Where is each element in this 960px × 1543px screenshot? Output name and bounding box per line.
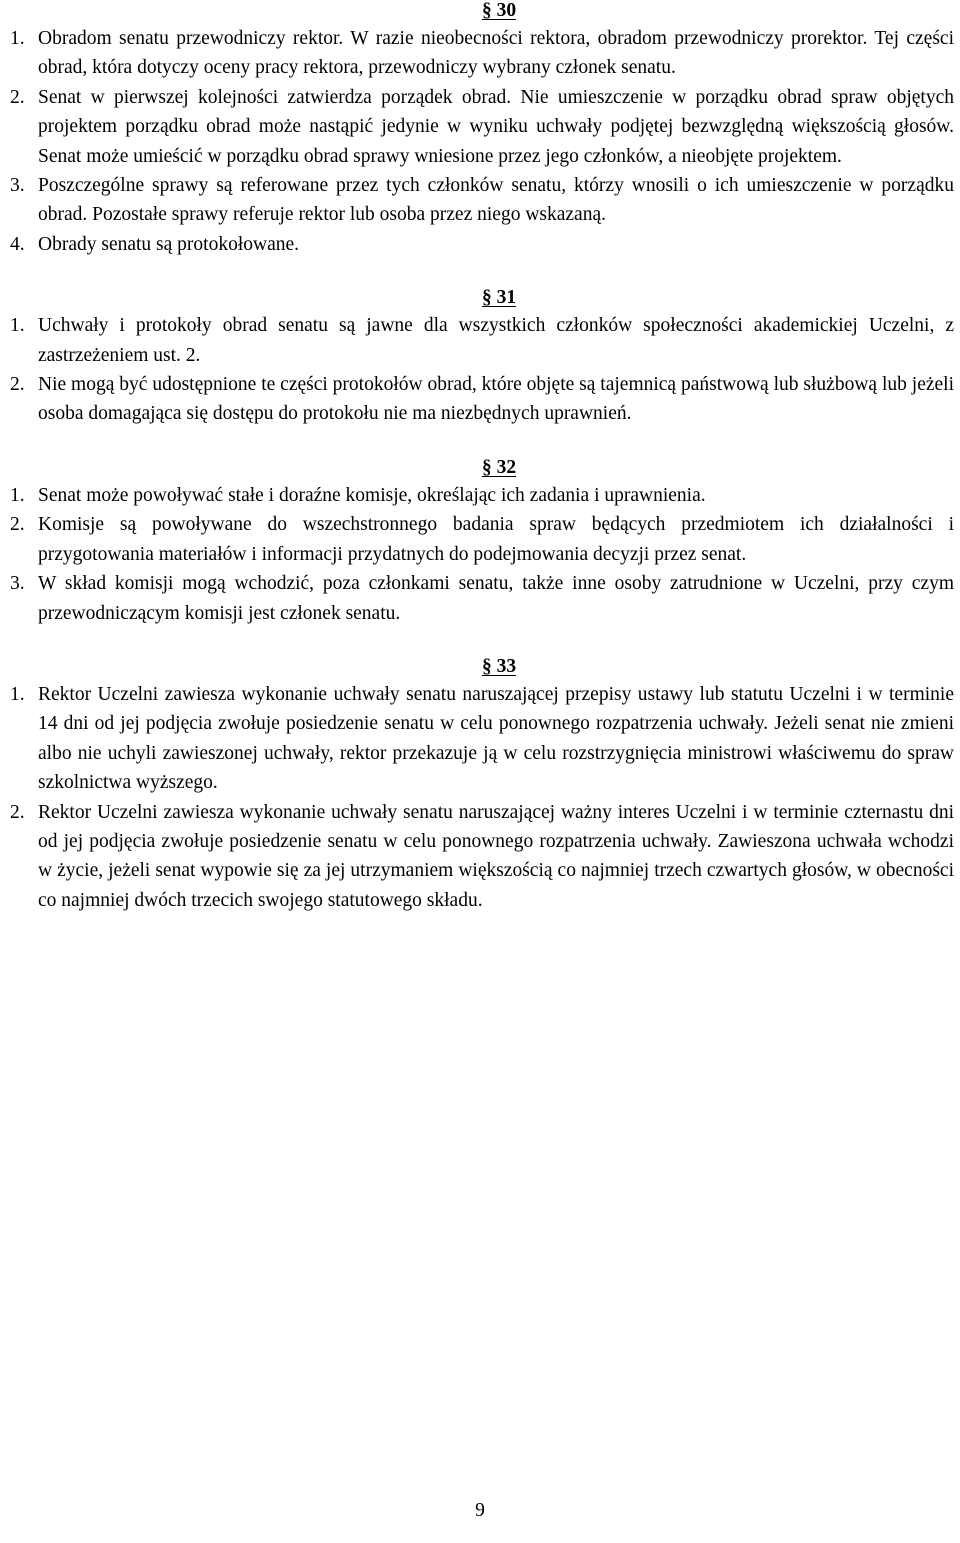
paragraph-text: Uchwały i protokoły obrad senatu są jawne dla wszystkich członków społeczności akademickiej Uczelni, z zastrzeżeniem ust. 2. [38,315,954,366]
paragraph-number: 1. [10,315,25,337]
paragraph-text: Obrady senatu są protokołowane. [38,233,300,255]
document-body [10,0,954,915]
paragraph-item [10,510,954,569]
section-heading-text: § 31 [481,287,517,309]
section-heading [10,0,954,24]
paragraph-item [10,569,954,628]
paragraph-item [10,230,954,259]
paragraph-item [10,24,954,83]
section-31 [10,285,954,429]
paragraph-number: 1. [10,28,25,49]
paragraph-text: Senat może powoływać stałe i doraźne komisje, określając ich zadania i uprawnienia. [38,484,706,506]
section-heading-text: § 32 [481,456,517,478]
paragraph-item [10,370,954,429]
section-32 [10,455,954,628]
paragraph-item [10,798,954,916]
paragraph-text: W skład komisji mogą wchodzić, poza członkami senatu, także inne osoby zatrudnione w Uczelni, przy czym przewodniczącym komisji jest członek senatu. [38,573,954,624]
section-heading-text: § 33 [481,655,517,677]
paragraph-text: Obradom senatu przewodniczy rektor. W razie nieobecności rektora, obradom przewodniczy prorektor. Tej części obrad, która dotyczy oceny pracy rektora, przewodniczy wybrany członek senatu. [38,28,954,79]
paragraph-number: 2. [10,374,25,396]
paragraph-number: 1. [10,683,25,705]
paragraph-item [10,83,954,171]
section-heading [10,654,954,680]
paragraph-number: 4. [10,233,25,255]
paragraph-number: 2. [10,801,25,823]
paragraph-text: Komisje są powoływane do wszechstronnego badania spraw będących przedmiotem ich działalności i przygotowania materiałów i informacji przydatnych do podejmowania decyzji przez senat. [38,514,954,565]
page-number: 9 [475,1500,485,1521]
section-heading [10,455,954,481]
paragraph-text: Nie mogą być udostępnione te części protokołów obrad, które objęte są tajemnicą państwową lub służbową lub jeżeli osoba domagająca się dostępu do protokołu nie ma niezbędnych uprawnień. [38,374,954,425]
paragraph-text: Poszczególne sprawy są referowane przez tych członków senatu, którzy wnosili o ich umieszczenie w porządku obrad. Pozostałe sprawy referuje rektor lub osoba przez niego wskazaną. [38,175,954,226]
paragraph-text: Senat w pierwszej kolejności zatwierdza porządek obrad. Nie umieszczenie w porządku obrad spraw objętych projektem porządku obrad może nastąpić jedynie w wyniku uchwały podjętej bezwzględną większością głosów. Senat może umieścić w porządku obrad sprawy wniesione przez jego członków, a nieobjęte projektem. [38,86,954,167]
section-33 [10,654,954,915]
section-heading-text: § 30 [481,0,517,21]
section-heading [10,285,954,311]
paragraph-item [10,171,954,230]
paragraph-number: 2. [10,86,25,108]
paragraph-number: 2. [10,514,25,536]
paragraph-text: Rektor Uczelni zawiesza wykonanie uchwały senatu naruszającej przepisy ustawy lub statutu Uczelni i w terminie 14 dni od jej podjęcia zwołuje posiedzenie senatu w celu ponownego rozpatrzenia uchwały. Jeżeli senat nie zmieni albo nie uchyli zawieszonej uchwały, rektor przekazuje ją w celu rozstrzygnięcia ministrowi właściwemu do spraw szkolnictwa wyższego. [38,683,954,794]
paragraph-number: 3. [10,573,25,595]
paragraph-number: 1. [10,484,25,506]
section-30 [10,0,954,259]
paragraph-item [10,680,954,798]
paragraph-text: Rektor Uczelni zawiesza wykonanie uchwały senatu naruszającej ważny interes Uczelni i w terminie czternastu dni od jej podjęcia zwołuje posiedzenie senatu w celu ponownego rozpatrzenia uchwały. Zawieszona uchwała wchodzi w życie, jeżeli senat wypowie się za jej utrzymaniem większością co najmniej trzech czwartych głosów, w obecności co najmniej dwóch trzecich swojego statutowego składu. [38,801,954,911]
paragraph-item [10,311,954,370]
paragraph-number: 3. [10,175,25,197]
paragraph-item [10,481,954,510]
